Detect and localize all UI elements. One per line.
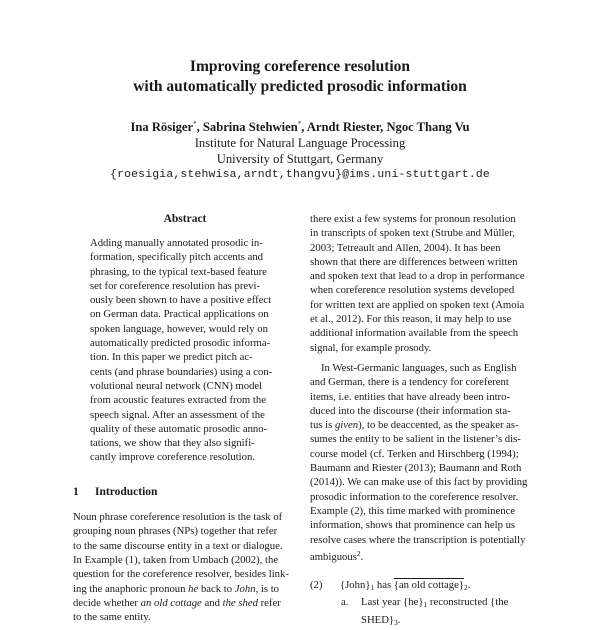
body-text: . <box>360 550 364 563</box>
equal-contribution-mark: * <box>297 120 302 128</box>
abstract-line: automatically predicted prosodic informa- <box>90 337 271 350</box>
abstract-line: cents (and phrase boundaries) using a con- <box>90 365 273 378</box>
body-line: additional information available from the speech <box>310 327 519 340</box>
abstract-line: ously been shown to have a positive effect <box>90 294 272 307</box>
example-2 <box>310 578 536 630</box>
intro-text: , is to <box>255 582 280 595</box>
intro-text: decide whether <box>73 596 141 609</box>
example-sub-label: a. <box>341 596 349 609</box>
paper-title <box>0 57 600 97</box>
author-block <box>0 116 600 183</box>
body-line: sumes the entity to be salient in the listener’s dis- <box>310 433 521 446</box>
example-sub-a-cont <box>310 613 536 630</box>
italic-given: given <box>334 419 359 432</box>
section-title-text: Introduction <box>95 485 158 498</box>
body-line: prosodic information to the coreference resolver. <box>310 490 519 503</box>
example-main-line <box>310 578 536 595</box>
paragraph-spoken-text <box>310 212 536 355</box>
intro-line: to the same discourse entity in a text or dialogue. <box>73 539 283 552</box>
abstract-heading: Abstract <box>163 213 207 225</box>
intro-line: to the same entity. <box>73 611 151 624</box>
intro-line: question for the coreference resolver, besides link- <box>73 568 289 581</box>
section-heading-introduction <box>73 485 297 499</box>
equal-contribution-mark: * <box>193 120 197 128</box>
intro-text: refer <box>257 596 281 609</box>
left-column <box>73 212 297 624</box>
body-line <box>310 547 536 564</box>
abstract-line: formation, specifically pitch accents and <box>90 251 264 264</box>
intro-italic-shed: the shed <box>222 596 258 609</box>
section-number: 1 <box>73 485 79 498</box>
body-line: Example (2), this time marked with prominence <box>310 504 516 517</box>
intro-text: back to <box>198 582 235 595</box>
body-line: resolve cases where the transcription is potentially <box>310 533 526 546</box>
abstract-body <box>73 236 297 465</box>
body-line: shown that there are differences between written <box>310 255 518 268</box>
abstract-line: cantly improve coreference resolution. <box>90 451 255 464</box>
body-line: 2003; Tetreault and Allen, 2004). It has been <box>310 241 501 254</box>
abstract-line: tion. In this paper we predict pitch ac- <box>90 351 253 364</box>
abstract-line: quality of these automatic prosodic anno- <box>90 422 268 435</box>
body-line: (2014)). We can make use of this fact by providing <box>310 476 528 489</box>
body-line: and German, there is a tendency for coreferent <box>310 376 509 389</box>
title-line-1: Improving coreference resolution <box>189 58 411 75</box>
body-line: items, i.e. entities that have already been intro- <box>310 390 511 403</box>
body-text: ), to be deaccented, as the speaker as- <box>358 419 519 432</box>
author-emails: {roesigia,stehwisa,arndt,thangvu}@ims.uni-stuttgart.de <box>110 169 490 181</box>
example-label: (2) <box>310 579 323 592</box>
example-text: SHED} <box>361 613 395 626</box>
body-line: and spoken text that lead to a drop in performance <box>310 270 525 283</box>
body-line <box>310 418 536 432</box>
example-index: 3 <box>394 617 398 627</box>
abstract-line: set for coreference resolution has previ- <box>90 279 261 292</box>
abstract-line: speech signal. After an assessment of the <box>90 408 265 421</box>
abstract-line: spoken language, however, would rely on <box>90 322 268 335</box>
intro-line: Noun phrase coreference resolution is the task of <box>73 511 283 524</box>
example-text: has <box>374 579 394 592</box>
intro-line <box>73 582 297 596</box>
intro-line: In Example (1), taken from Umbach (2002), the <box>73 553 279 566</box>
body-line: Baumann and Riester (2013); Baumann and Roth <box>310 462 522 475</box>
body-line: et al., 2012). For this reason, it may help to use <box>310 313 512 326</box>
abstract-line: Adding manually annotated prosodic in- <box>90 237 263 249</box>
intro-italic-john: John <box>234 582 256 595</box>
intro-line: grouping noun phrases (NPs) together that refer <box>73 525 278 538</box>
abstract-line: phrasing, to the typical text-based feature <box>90 265 267 278</box>
author-names: Ina Rösiger*, Sabrina Stehwien*, Arndt Riester, Ngoc Thang Vu <box>130 120 470 134</box>
introduction-body <box>73 510 297 624</box>
body-text: ambiguous <box>310 550 357 563</box>
abstract-line: volutional neural network (CNN) model <box>90 379 263 392</box>
body-line: information, shows that prominence can help us <box>310 519 516 532</box>
example-text: Last year {he} <box>361 596 424 609</box>
abstract-line: on German data. Practical applications on <box>90 308 269 321</box>
affiliation-university: University of Stuttgart, Germany <box>216 152 384 166</box>
body-line: for written text are applied on spoken text (Amoia <box>310 298 525 311</box>
affiliation-institute: Institute for Natural Language Processing <box>194 136 406 150</box>
body-line: In West-Germanic languages, such as English <box>321 361 517 374</box>
intro-text: and <box>201 596 223 609</box>
example-text: . <box>397 613 401 626</box>
example-text: {John} <box>340 579 371 592</box>
abstract-line: from acoustic features extracted from the <box>90 394 266 407</box>
intro-italic-cottage: an old cottage <box>140 596 202 609</box>
body-line: course model (cf. Terken and Hirschberg (1994); <box>310 447 519 460</box>
example-text-prominent: {an old cottage} <box>393 579 465 592</box>
intro-italic-he: he <box>188 582 199 595</box>
example-index: 1 <box>370 583 375 593</box>
example-sub-a <box>310 595 536 612</box>
body-line: when coreference resolution systems developed <box>310 284 515 297</box>
example-text: reconstructed {the <box>427 596 509 609</box>
body-line: duced into the discourse (their information sta- <box>310 404 511 417</box>
intro-text: ing the anaphoric pronoun <box>73 582 189 595</box>
example-text: . <box>467 579 471 592</box>
body-line: in transcripts of spoken text (Strube and Müller, <box>310 227 515 240</box>
footnote-mark[interactable]: 2 <box>356 548 361 558</box>
abstract-line: tations, we show that they also signifi- <box>90 437 255 450</box>
body-text: tus is <box>310 419 335 432</box>
paragraph-west-germanic <box>310 361 536 564</box>
title-line-2: with automatically predicted prosodic information <box>133 78 467 95</box>
body-line: signal, for example prosody. <box>310 341 432 354</box>
right-column <box>310 212 536 630</box>
example-index: 1 <box>423 600 428 610</box>
intro-line <box>73 596 297 610</box>
example-index: 2 <box>464 583 468 593</box>
body-line: there exist a few systems for pronoun resolution <box>310 213 516 225</box>
